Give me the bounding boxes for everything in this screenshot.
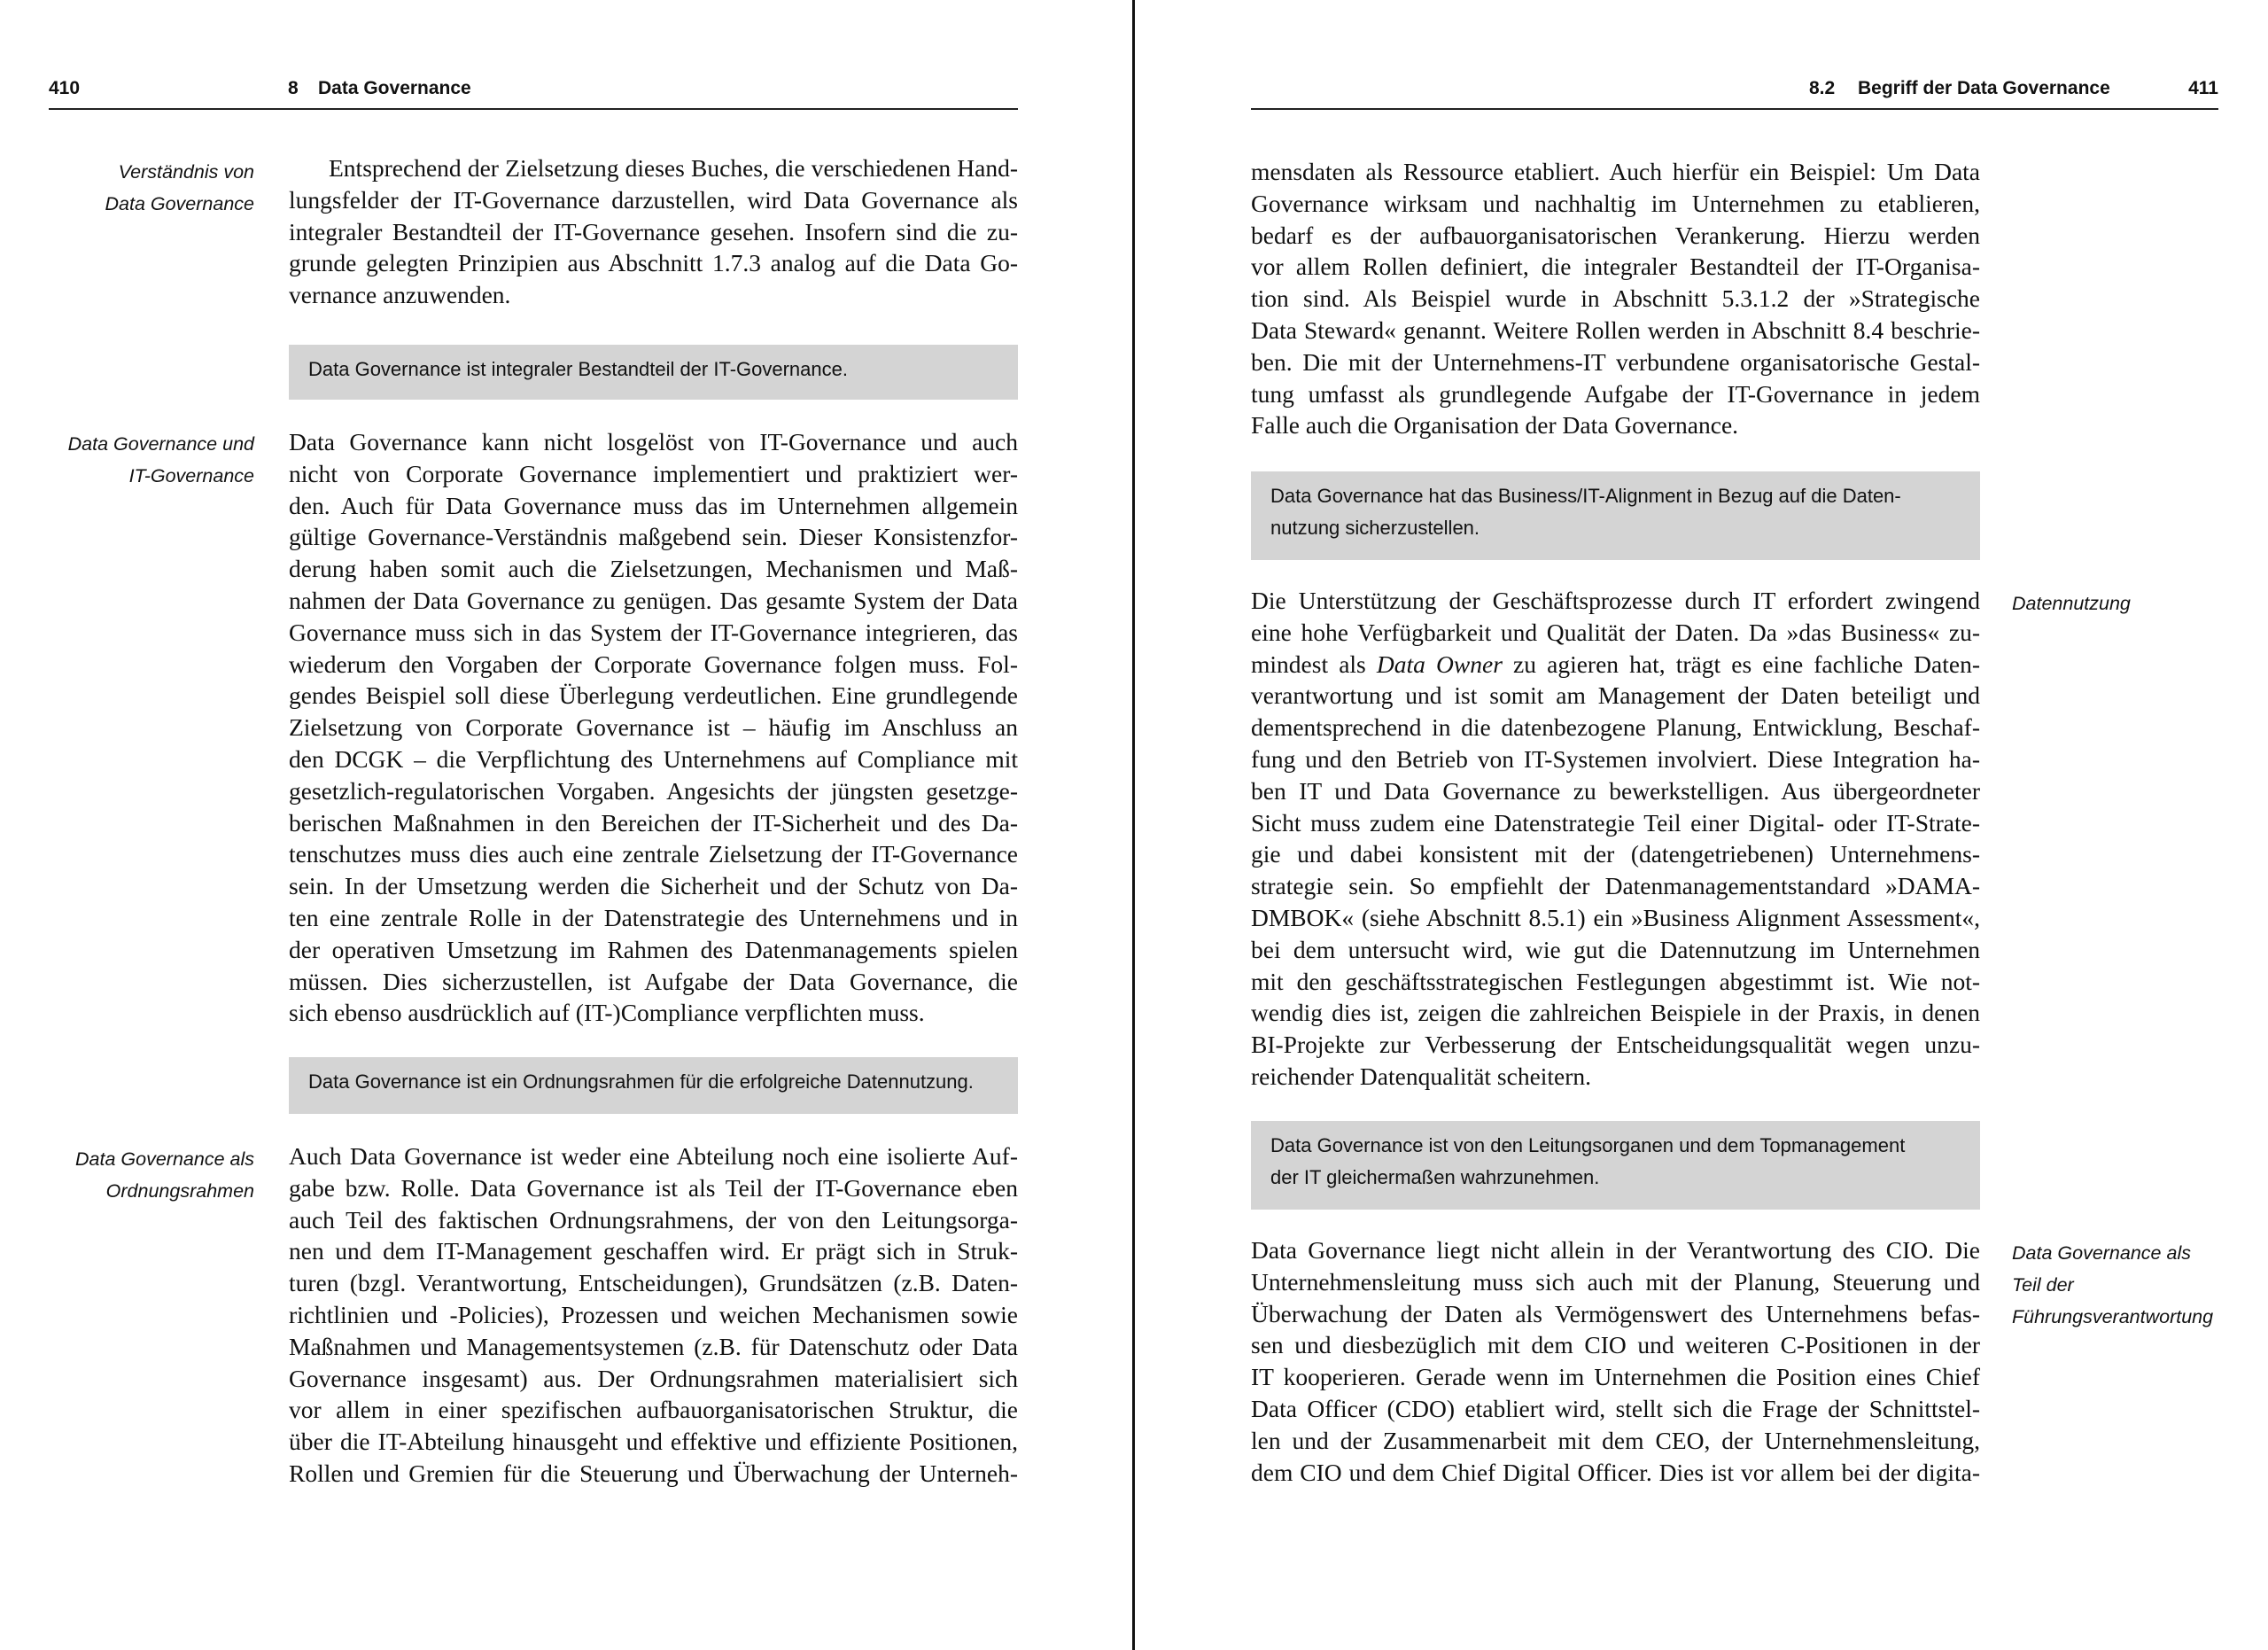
text-line: den DCGK – die Verpflichtung des Unternehmens auf Compliance mit [289,744,1018,773]
paragraph [289,1140,1018,1490]
text-line: Falle auch die Organisation der Data Governance. [1251,411,1739,440]
text-line: müssen. Dies sicherzustellen, ist Aufgabe der Data Governance, die [289,967,1018,995]
margin-note: Data Governance als Ordnungsrahmen [75,1148,254,1202]
chapter-number: 8 [288,78,299,98]
text-line: nen und dem IT-Management geschaffen wird. Er prägt sich in Struk- [289,1237,1018,1265]
text-line: Data Governance liegt nicht allein in der Verantwortung des CIO. Die [1251,1236,1980,1264]
text-line: mensdaten als Ressource etabliert. Auch hierfür ein Beispiel: Um Data [1251,158,1980,185]
text-line: vor allem Rollen definiert, die integraler Bestandteil der IT-Organisa- [1251,253,1980,281]
text-line: BI-Projekte zur Verbesserung der Entscheidungsqualität wegen unzu- [1251,1031,1980,1059]
text-line: mit den geschäftsstrategischen Festlegungen abgestimmt ist. Wie not- [1251,967,1980,995]
text-line: gabe bzw. Rolle. Data Governance ist als Teil der IT-Governance eben [289,1173,1018,1202]
text-line: bei dem untersucht wird, wie gut die Datennutzung im Unternehmen [1251,935,1980,963]
text-line: integraler Bestandteil der IT-Governance gesehen. Insofern sind die zu- [289,217,1018,245]
text-line: tung umfasst als grundlegende Aufgabe der IT-Governance in jedem [1251,379,1980,408]
text-line: sich ebenso ausdrücklich auf (IT-)Compliance verpflichten muss. [289,999,925,1027]
text-line: Maßnahmen und Managementsystemen (z.B. für Datenschutz oder Data [289,1332,1018,1360]
running-header-left [49,78,1018,106]
text-line: len und der Zusammenarbeit mit dem CEO, der Unternehmensleitung, [1251,1426,1980,1454]
text-line: Governance muss sich in das System der IT-Governance integrieren, das [289,618,1018,646]
text-line: reichender Datenqualität scheitern. [1251,1062,1592,1090]
text-line: vor allem in einer spezifischen aufbauorganisatorischen Struktur, die [289,1396,1018,1424]
text-line: Auch Data Governance ist weder eine Abteilung noch eine isolierte Auf- [289,1142,1018,1170]
right-page [1135,0,2268,1650]
text-line: der operativen Umsetzung im Rahmen des Datenmanagements spielen [289,935,1018,963]
text-line: bedarf es der aufbauorganisatorischen Verankerung. Hierzu werden [1251,221,1980,249]
left-page [0,0,1133,1650]
margin-note: Datennutzung [2012,593,2131,614]
text-line: tenschutzes muss dies auch eine zentrale Zielsetzung der IT-Governance [289,840,1018,868]
paragraph [1251,156,1980,441]
text-line: grunde gelegten Prinzipien aus Abschnitt 1.7.3 analog auf die Data Go- [289,249,1018,277]
text-line: verantwortung und ist somit am Management der Daten beteiligt und [1251,681,1980,710]
highlight-box: Data Governance ist von den Leitungsorganen und dem Topmanagement der IT gleichermaßen wahrzunehmen. [1251,1121,1980,1210]
text-line: dementsprechend in die datenbezogene Planung, Entwicklung, Beschaf- [1251,713,1980,742]
text-line: Entsprechend der Zielsetzung dieses Buches, die verschiedenen Hand- [329,154,1018,182]
text-line: über die IT-Abteilung hinausgeht und effektive und effiziente Positionen, [289,1428,1018,1456]
text-line: richtlinien und -Policies), Prozessen und weichen Mechanismen sowie [289,1300,1018,1328]
text-line: ten eine zentrale Rolle in der Datenstrategie des Unternehmens und in [289,903,1018,931]
text-line: eine hohe Verfügbarkeit und Qualität der Daten. Da »das Business« zu- [1251,618,1980,646]
text-line: den. Auch für Data Governance muss das im Unternehmen allgemein [289,491,1018,519]
highlight-box: Data Governance ist integraler Bestandteil der IT-Governance. [289,345,1018,400]
text-line: gültige Governance-Verständnis maßgebend sein. Dieser Konsistenzfor- [289,523,1018,551]
text-line: wendig dies ist, zeigen die zahlreichen Beispiele in der Praxis, in denen [1251,999,1980,1027]
text-line: mindest als Data Owner zu agieren hat, trägt es eine fachliche Daten- [1251,650,1980,678]
text-line: lungsfelder der IT-Governance darzustellen, wird Data Governance als [289,185,1018,214]
header-rule [1251,108,2218,110]
italic-term: Data Owner [1376,650,1503,678]
text-line: tion sind. Als Beispiel wurde in Abschnitt 5.3.1.2 der »Strategische [1251,284,1980,313]
text-line: sen und diesbezüglich mit dem CIO und weiteren C-Positionen in der [1251,1331,1980,1359]
text-line: Unternehmensleitung muss sich auch mit der Planung, Steuerung und [1251,1267,1980,1296]
text-line: sein. In der Umsetzung werden die Sicherheit und der Schutz von Da- [289,872,1018,900]
paragraph [289,426,1018,1029]
text-line: Governance insgesamt) aus. Der Ordnungsrahmen materialisiert sich [289,1364,1018,1392]
text-line: ben. Die mit der Unternehmens-IT verbundene organisatorische Gestal- [1251,347,1980,376]
text-line: turen (bzgl. Verantwortung, Entscheidungen), Grundsätzen (z.B. Daten- [289,1269,1018,1297]
page-number-left: 410 [49,78,81,98]
text-line: Data Steward« genannt. Weitere Rollen werden in Abschnitt 8.4 beschrie- [1251,315,1980,344]
highlight-box: Data Governance ist ein Ordnungsrahmen für die erfolgreiche Datennutzung. [289,1057,1018,1114]
text-line: Data Officer (CDO) etabliert wird, stellt sich die Frage der Schnittstel- [1251,1394,1980,1422]
text-line: Sicht muss zudem eine Datenstrategie Teil einer Digital- oder IT-Strate- [1251,808,1980,837]
paragraph [1251,1234,1980,1488]
section-title: Begriff der Data Governance [1858,78,2110,98]
text-line: ben IT und Data Governance zu bewerkstelligen. Aus übergeordneter [1251,776,1980,805]
text-line: DMBOK« (siehe Abschnitt 8.5.1) ein »Business Alignment Assessment«, [1251,903,1980,931]
text-line: gesetzlich-regulatorischen Vorgaben. Angesichts der jüngsten gesetzge- [289,776,1018,805]
page-number-right: 411 [2188,78,2218,98]
text-line: Überwachung der Daten als Vermögenswert des Unternehmens befas- [1251,1299,1980,1327]
text-line: auch Teil des faktischen Ordnungsrahmens, der von den Leitungsorga- [289,1205,1018,1234]
text-line: derung haben somit auch die Zielsetzungen, Mechanismen und Maß- [289,555,1018,583]
text-line: gendes Beispiel soll diese Überlegung verdeutlichen. Eine grundlegende [289,681,1018,710]
paragraph [289,152,1018,311]
text-line: IT kooperieren. Gerade wenn im Unternehmen die Position eines Chief [1251,1363,1980,1391]
text-line: nahmen der Data Governance zu genügen. Das gesamte System der Data [289,586,1018,614]
text-line: wiederum den Vorgaben der Corporate Governance folgen muss. Fol- [289,650,1018,678]
text-line: dem CIO und dem Chief Digital Officer. Dies ist vor allem bei der digita- [1251,1458,1980,1486]
text-line: gie und dabei konsistent mit der (datengetriebenen) Unternehmens- [1251,840,1980,868]
text-line: strategie sein. So empfiehlt der Datenmanagementstandard »DAMA- [1251,872,1980,900]
section-number: 8.2 [1809,78,1836,98]
text-line: fung und den Betrieb von IT-Systemen involviert. Diese Integration ha- [1251,744,1980,773]
header-rule [49,108,1018,110]
text-line: nicht von Corporate Governance implementiert und praktiziert wer- [289,459,1018,487]
margin-note: Data Governance und IT-Governance [67,433,254,486]
text-line: Governance wirksam und nachhaltig im Unternehmen zu etablieren, [1251,189,1980,217]
running-header-right [1251,78,2218,106]
chapter-title: Data Governance [318,78,471,98]
text-line: Die Unterstützung der Geschäftsprozesse durch IT erfordert zwingend [1251,587,1980,614]
text-line: berischen Maßnahmen in den Bereichen der IT-Sicherheit und des Da- [289,808,1018,837]
paragraph [1251,585,1980,1093]
text-line: Zielsetzung von Corporate Governance ist – häufig im Anschluss an [289,713,1018,742]
highlight-box: Data Governance hat das Business/IT-Alignment in Bezug auf die Daten- nutzung sicherzustellen. [1251,471,1980,560]
margin-note: Data Governance als Teil der Führungsverantwortung [2012,1242,2214,1327]
text-line: Data Governance kann nicht losgelöst von IT-Governance und auch [289,428,1018,455]
text-line: vernance anzuwenden. [289,281,511,309]
text-line: Rollen und Gremien für die Steuerung und Überwachung der Unterneh- [289,1459,1018,1487]
margin-note: Verständnis von Data Governance [105,161,254,214]
